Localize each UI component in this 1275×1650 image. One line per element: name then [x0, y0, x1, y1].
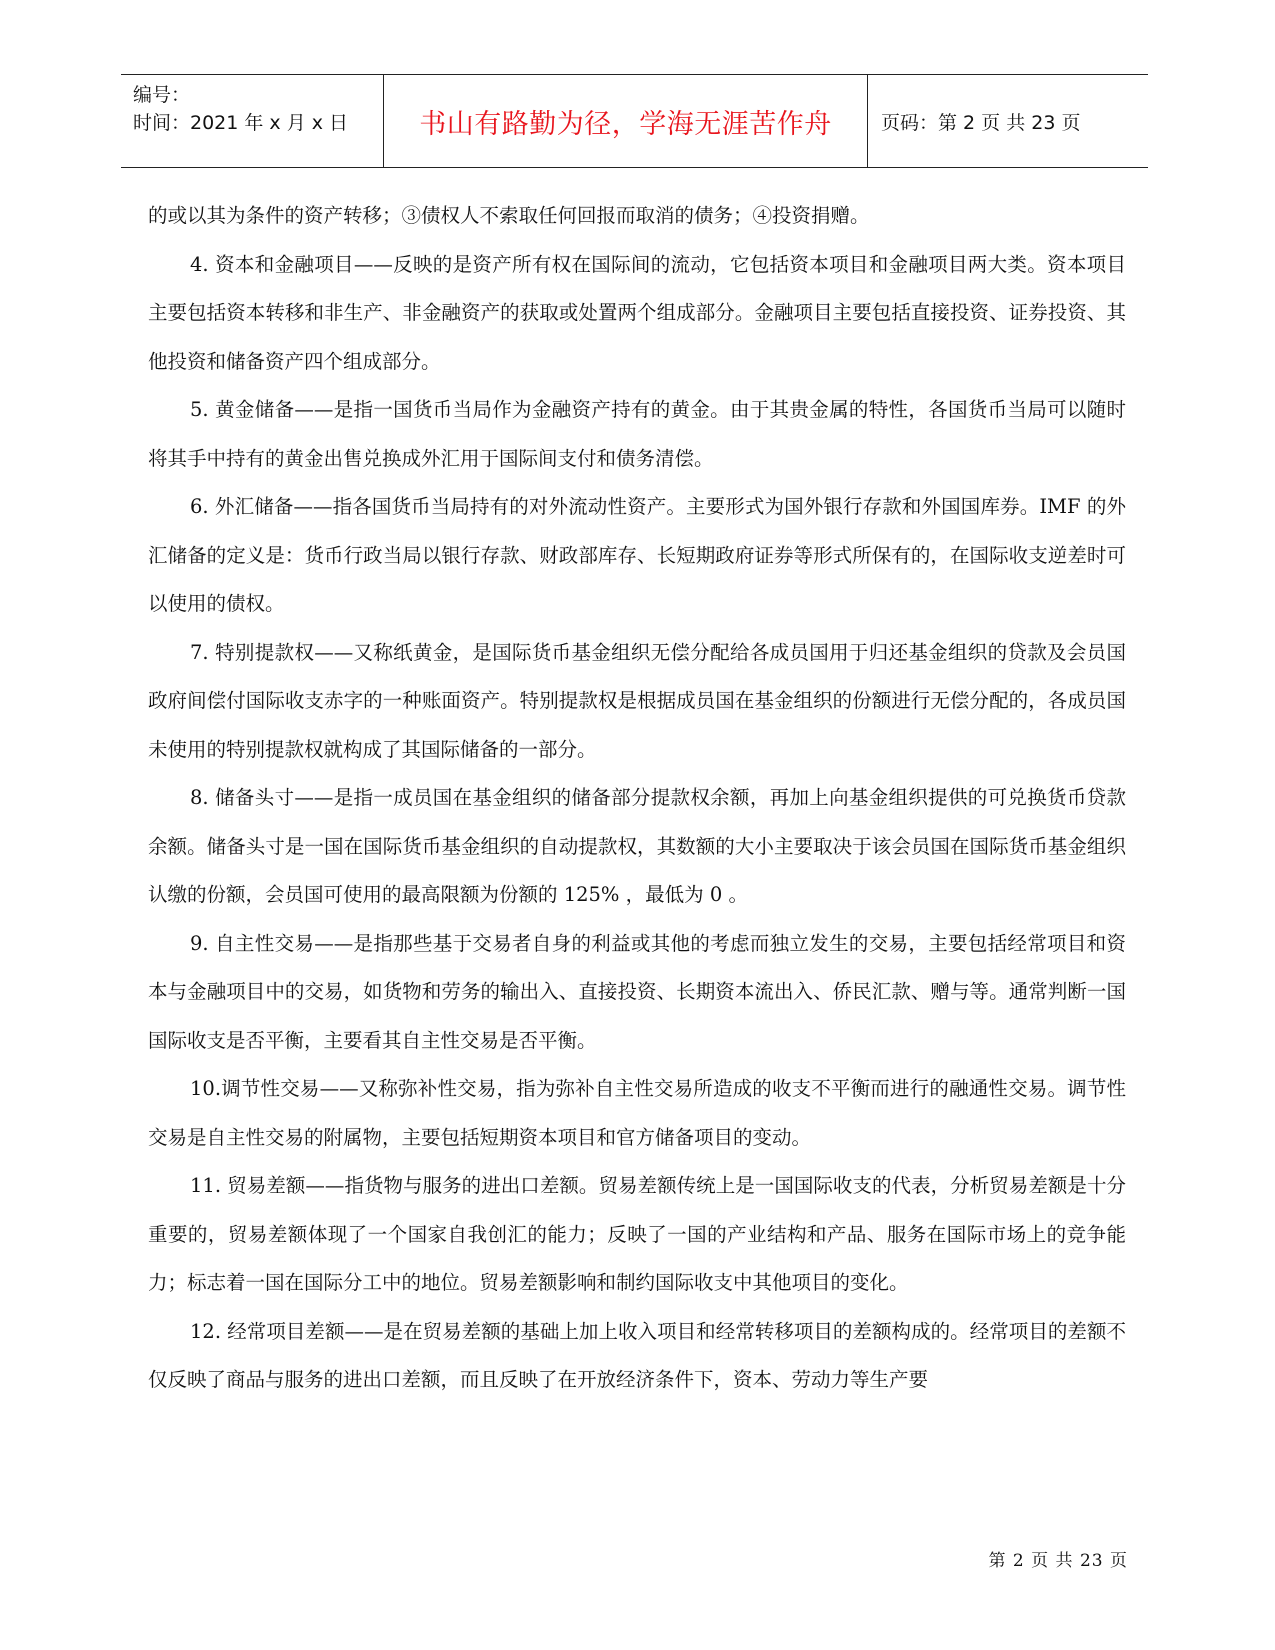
paragraph-item-5: 5. 黄金储备——是指一国货币当局作为金融资产持有的黄金。由于其贵金属的特性，各国货币当局可以随时将其手中持有的黄金出售兑换成外汇用于国际间支付和债务清偿。	[148, 398, 1126, 470]
paragraph-item-9: 9. 自主性交易——是指那些基于交易者自身的利益或其他的考虑而独立发生的交易，主要包括经常项目和资本与金融项目中的交易，如货物和劳务的输出入、直接投资、长期资本流出入、侨民汇款、赠与等。通常判断一国国际收支是否平衡，主要看其自主性交易是否平衡。	[148, 931, 1126, 1052]
footer-page-number: 第 2 页 共 23 页	[988, 1551, 1128, 1571]
document-date: 时间：2021 年 x 月 x 日	[133, 112, 349, 134]
paragraph-item-12: 12. 经常项目差额——是在贸易差额的基础上加上收入项目和经常转移项目的差额构成的。经常项目的差额不仅反映了商品与服务的进出口差额，而且反映了在开放经济条件下，资本、劳动力等生产要	[148, 1319, 1126, 1391]
paragraph-item-6: 6. 外汇储备——指各国货币当局持有的对外流动性资产。主要形式为国外银行存款和外国国库券。IMF 的外汇储备的定义是：货币行政当局以银行存款、财政部库存、长短期政府证券等形式所保有的，在国际收支逆差时可以使用的债权。	[148, 495, 1126, 615]
paragraph-item-7: 7. 特别提款权——又称纸黄金，是国际货币基金组织无偿分配给各成员国用于归还基金组织的贷款及会员国政府间偿付国际收支赤字的一种账面资产。特别提款权是根据成员国在基金组织的份额进行无偿分配的，各成员国未使用的特别提款权就构成了其国际储备的一部分。	[148, 640, 1126, 761]
motto: 书山有路勤为径，学海无涯苦作舟	[419, 108, 832, 140]
document-number-label: 编号：	[133, 84, 191, 106]
document-body	[148, 192, 1126, 1405]
paragraph-item-8: 8. 储备头寸——是指一成员国在基金组织的储备部分提款权余额，再加上向基金组织提供的可兑换货币贷款余额。储备头寸是一国在国际货币基金组织的自动提款权，其数额的大小主要取决于该会员国在国际货币基金组织认缴的份额，会员国可使用的最高限额为份额的 125% ，最低为 0 。	[148, 786, 1126, 906]
paragraph-continuation: 的或以其为条件的资产转移；③债权人不索取任何回报而取消的债务；④投资捐赠。	[148, 204, 870, 227]
paragraph-item-10: 10.调节性交易——又称弥补性交易，指为弥补自主性交易所造成的收支不平衡而进行的融通性交易。调节性交易是自主性交易的附属物，主要包括短期资本项目和官方储备项目的变动。	[148, 1077, 1126, 1149]
paragraph-item-4: 4. 资本和金融项目——反映的是资产所有权在国际间的流动，它包括资本项目和金融项目两大类。资本项目主要包括资本转移和非生产、非金融资产的获取或处置两个组成部分。金融项目主要包括直接投资、证券投资、其他投资和储备资产四个组成部分。	[148, 252, 1126, 373]
page-footer	[989, 1546, 1128, 1571]
paragraph-item-11: 11. 贸易差额——指货物与服务的进出口差额。贸易差额传统上是一国国际收支的代表，分析贸易差额是十分重要的，贸易差额体现了一个国家自我创汇的能力；反映了一国的产业结构和产品、服务在国际市场上的竞争能力；标志着一国在国际分工中的地位。贸易差额影响和制约国际收支中其他项目的变化。	[148, 1174, 1126, 1294]
header-page-info	[868, 75, 1148, 167]
page-info: 页码：第 2 页 共 23 页	[881, 111, 1081, 134]
document-header	[121, 74, 1148, 168]
header-meta	[121, 75, 383, 167]
header-motto-cell	[383, 75, 868, 167]
